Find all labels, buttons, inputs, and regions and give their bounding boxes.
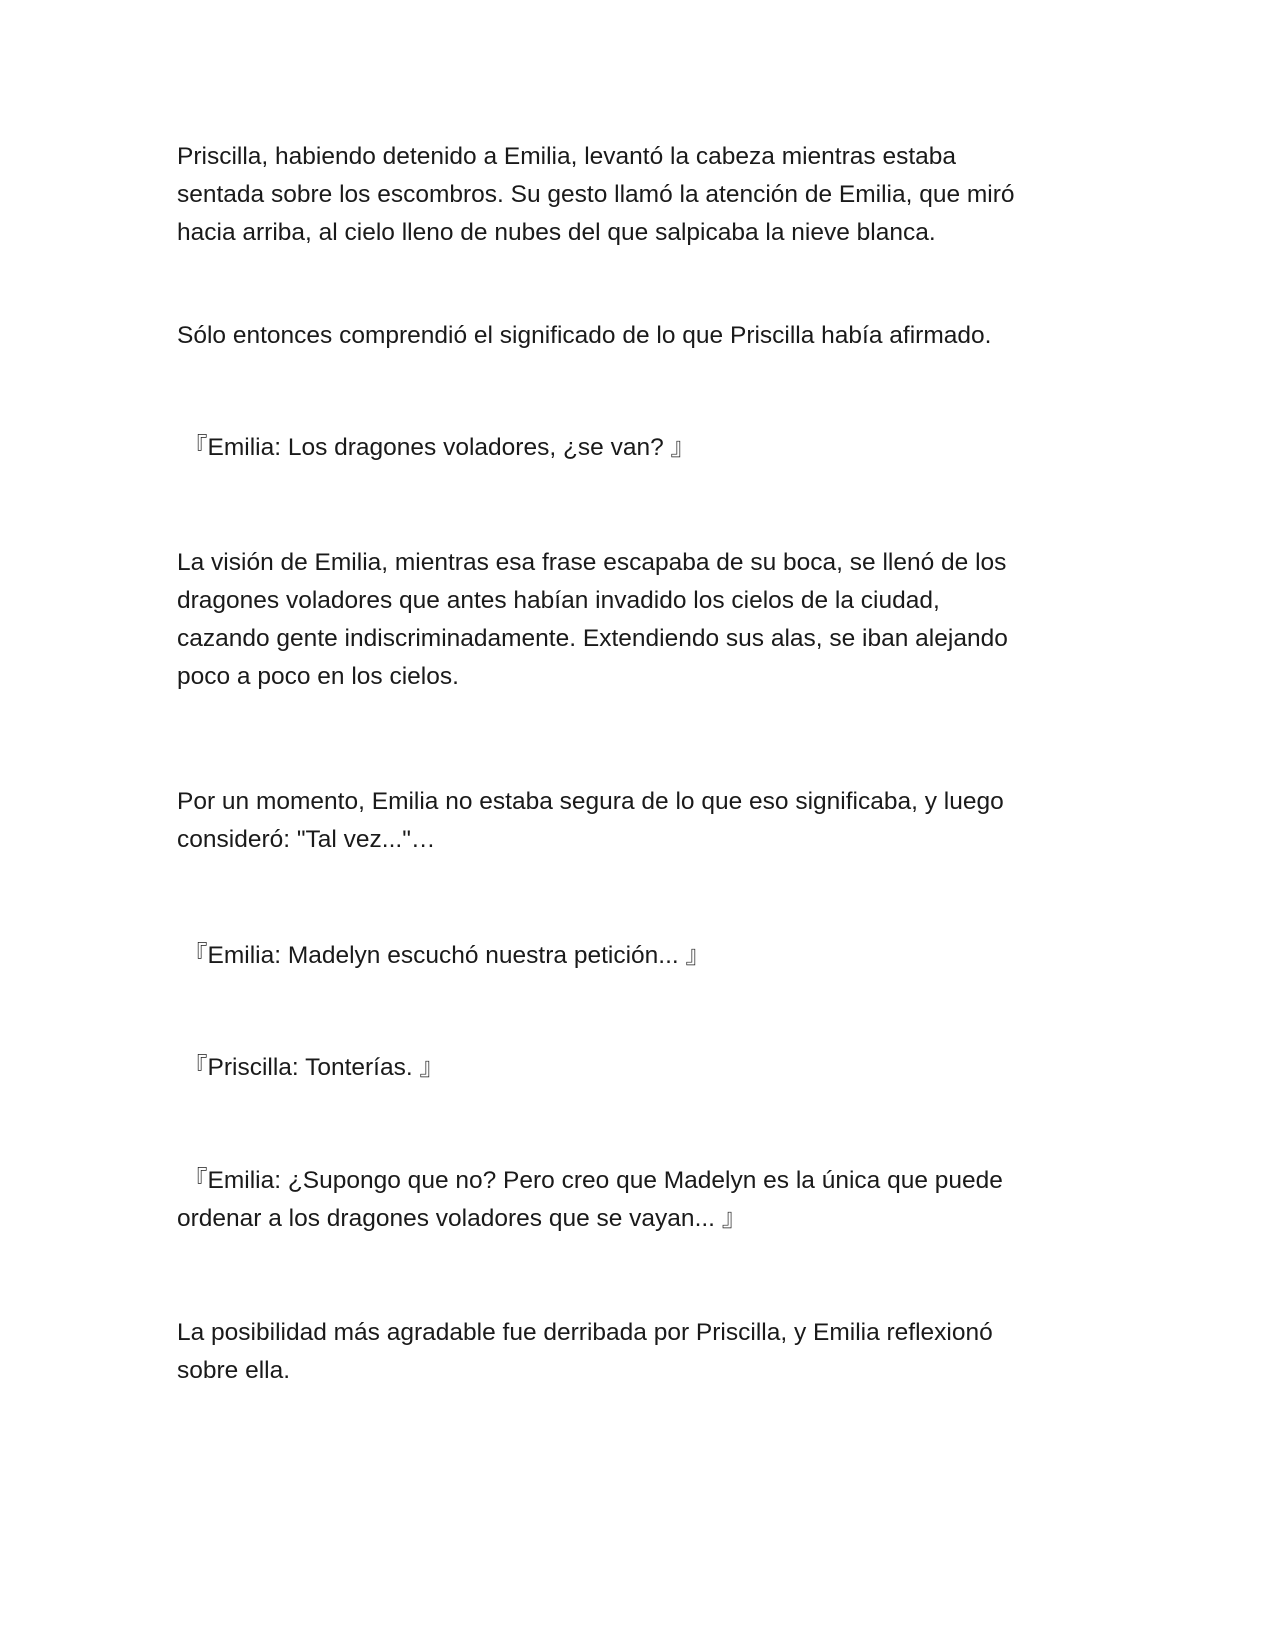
text-line: dragones voladores que antes habían invadido los cielos de la ciudad, bbox=[177, 587, 940, 614]
dialogue-priscilla-1 bbox=[183, 1049, 1113, 1087]
paragraph-narration-2 bbox=[177, 317, 1107, 355]
paragraph-narration-3 bbox=[177, 544, 1107, 696]
text-line: hacia arriba, al cielo lleno de nubes del que salpicaba la nieve blanca. bbox=[177, 219, 936, 246]
text-line: 『Emilia: Madelyn escuchó nuestra petición... 』 bbox=[183, 942, 710, 969]
text-line: Por un momento, Emilia no estaba segura de lo que eso significaba, y luego bbox=[177, 788, 1004, 815]
paragraph-narration-1 bbox=[177, 138, 1107, 252]
text-line: 『Emilia: ¿Supongo que no? Pero creo que Madelyn es la única que puede bbox=[183, 1167, 1003, 1194]
dialogue-emilia-3 bbox=[177, 1162, 1107, 1238]
text-line: 『Priscilla: Tonterías. 』 bbox=[183, 1054, 444, 1081]
text-line: 『Emilia: Los dragones voladores, ¿se van? 』 bbox=[183, 434, 696, 461]
paragraph-narration-5 bbox=[177, 1314, 1107, 1390]
text-line: sentada sobre los escombros. Su gesto llamó la atención de Emilia, que miró bbox=[177, 181, 1015, 208]
paragraph-narration-4 bbox=[177, 783, 1107, 859]
text-line: cazando gente indiscriminadamente. Extendiendo sus alas, se iban alejando bbox=[177, 625, 1008, 652]
text-line: poco a poco en los cielos. bbox=[177, 663, 459, 690]
dialogue-emilia-1 bbox=[183, 429, 1113, 467]
dialogue-emilia-2 bbox=[183, 937, 1113, 975]
text-line: ordenar a los dragones voladores que se vayan... 』 bbox=[177, 1205, 747, 1232]
text-line: La visión de Emilia, mientras esa frase escapaba de su boca, se llenó de los bbox=[177, 549, 1007, 576]
text-line: sobre ella. bbox=[177, 1357, 291, 1384]
text-line: consideró: "Tal vez..."… bbox=[177, 826, 436, 853]
text-line: Priscilla, habiendo detenido a Emilia, levantó la cabeza mientras estaba bbox=[177, 143, 957, 170]
text-line: La posibilidad más agradable fue derribada por Priscilla, y Emilia reflexionó bbox=[177, 1319, 993, 1346]
text-line: Sólo entonces comprendió el significado de lo que Priscilla había afirmado. bbox=[177, 322, 992, 349]
